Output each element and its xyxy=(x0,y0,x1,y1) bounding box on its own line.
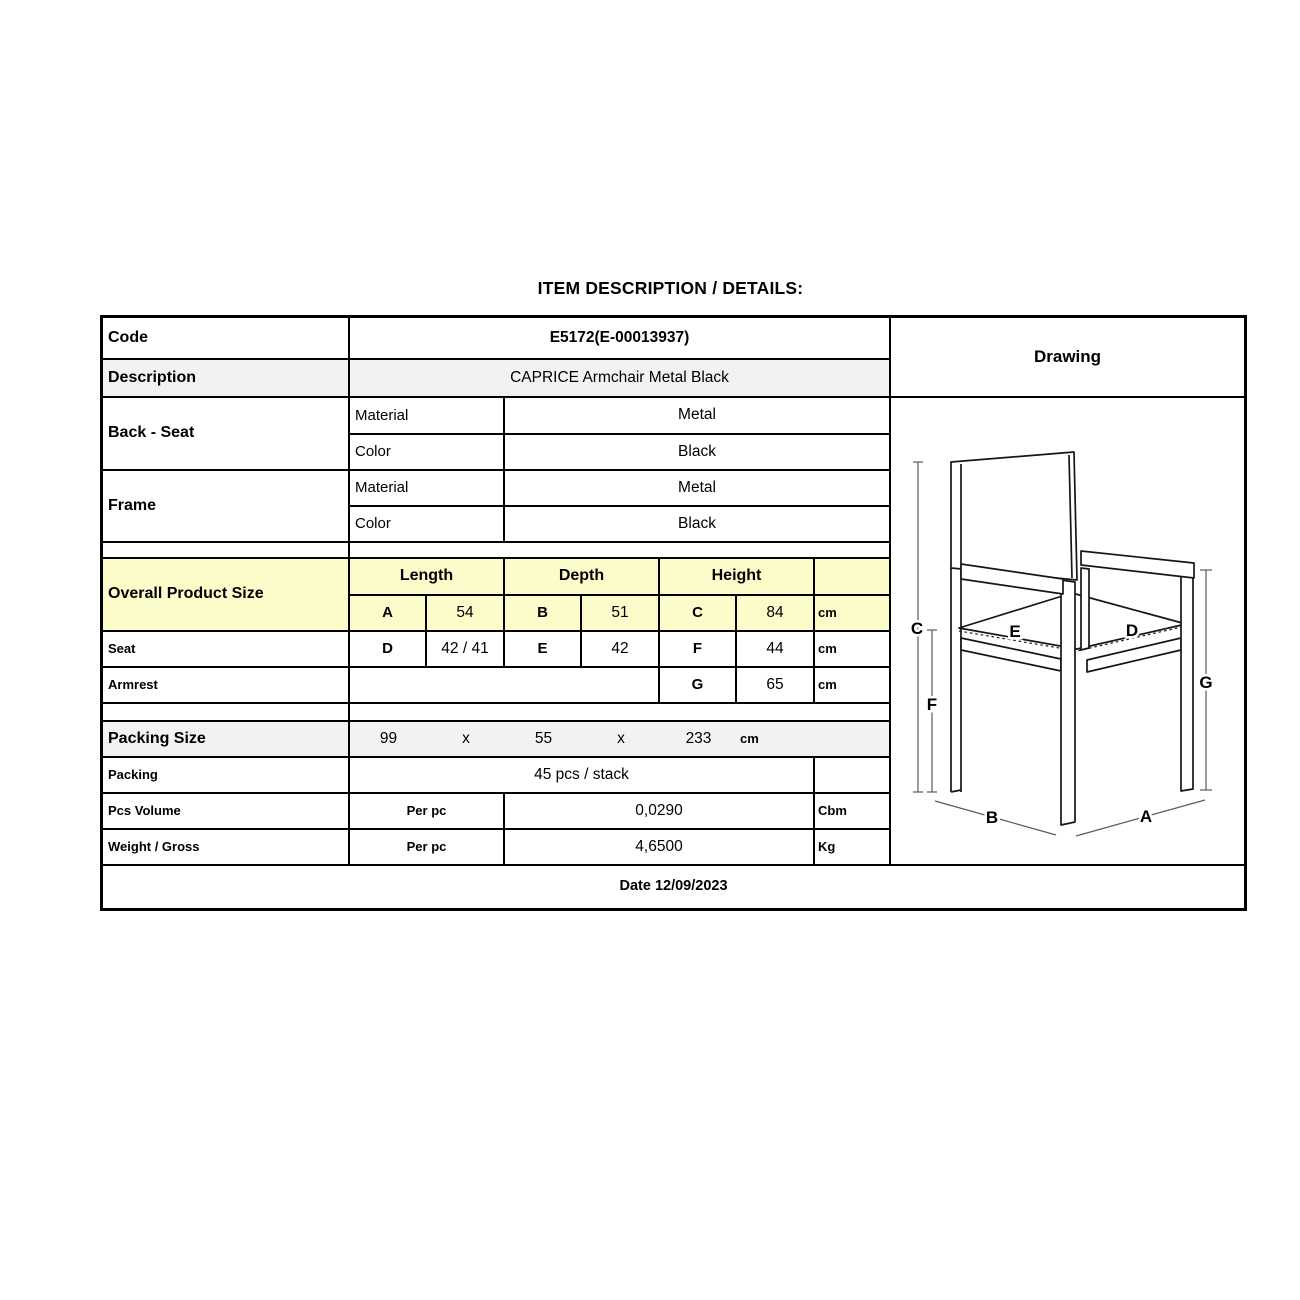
col-header-unit-empty xyxy=(815,559,891,596)
packing-unit-empty xyxy=(815,758,891,794)
back-seat-material-value: Metal xyxy=(505,398,891,435)
packing-value: 45 pcs / stack xyxy=(350,758,815,794)
seat-f-value: 44 xyxy=(737,632,815,668)
armrest-g-value: 65 xyxy=(737,668,815,704)
armrest-g-key: G xyxy=(660,668,737,704)
back-seat-material-label: Material xyxy=(350,398,505,435)
pcs-volume-value: 0,0290 xyxy=(505,794,815,830)
weight-gross-unit: Kg xyxy=(815,830,891,866)
seat-e-key: E xyxy=(505,632,582,668)
frame-color-value: Black xyxy=(505,507,891,543)
overall-a-value: 54 xyxy=(427,596,505,632)
seat-unit: cm xyxy=(815,632,891,668)
seat-e-value: 42 xyxy=(582,632,660,668)
date-row: Date 12/09/2023 xyxy=(619,878,728,895)
overall-b-key: B xyxy=(505,596,582,632)
dim-label-g: G xyxy=(1199,673,1213,692)
overall-c-key: C xyxy=(660,596,737,632)
back-seat-color-label: Color xyxy=(350,435,505,471)
frame-material-label: Material xyxy=(350,471,505,507)
frame-color-label: Color xyxy=(350,507,505,543)
seat-label: Seat xyxy=(103,632,350,668)
description-label: Description xyxy=(103,360,350,398)
code-label: Code xyxy=(103,318,350,360)
col-header-height: Height xyxy=(660,559,815,596)
frame-material-value: Metal xyxy=(505,471,891,507)
weight-gross-label: Weight / Gross xyxy=(103,830,350,866)
dim-label-e: E xyxy=(1009,622,1021,641)
drawing-header: Drawing xyxy=(891,318,1244,398)
spacer-row xyxy=(350,543,891,559)
overall-b-value: 51 xyxy=(582,596,660,632)
code-value: E5172(E-00013937) xyxy=(350,318,891,360)
frame-label: Frame xyxy=(103,471,350,543)
seat-f-key: F xyxy=(660,632,737,668)
overall-size-label: Overall Product Size xyxy=(103,559,350,632)
overall-c-value: 84 xyxy=(737,596,815,632)
seat-d-value: 42 / 41 xyxy=(427,632,505,668)
armrest-unit: cm xyxy=(815,668,891,704)
dim-label-a: A xyxy=(1139,807,1153,826)
packing-size-width: 55 xyxy=(534,729,553,747)
back-seat-color-value: Black xyxy=(505,435,891,471)
back-seat-label: Back - Seat xyxy=(103,398,350,471)
drawing-area xyxy=(891,398,1244,866)
seat-d-key: D xyxy=(350,632,427,668)
col-header-depth: Depth xyxy=(505,559,660,596)
weight-gross-value: 4,6500 xyxy=(505,830,815,866)
overall-unit: cm xyxy=(815,596,891,632)
col-header-length: Length xyxy=(350,559,505,596)
dim-label-b: B xyxy=(985,808,999,827)
packing-size-height: 233 xyxy=(685,729,712,747)
packing-size-sep1: x xyxy=(462,729,470,747)
weight-gross-per: Per pc xyxy=(350,830,505,866)
packing-size-length: 99 xyxy=(379,729,398,747)
description-value: CAPRICE Armchair Metal Black xyxy=(350,360,891,398)
spacer-row2 xyxy=(350,704,891,722)
dim-label-c: C xyxy=(910,619,924,638)
spacer-row2-left xyxy=(103,704,350,722)
armrest-empty xyxy=(350,668,660,704)
chair-drawing xyxy=(891,398,1244,864)
packing-label: Packing xyxy=(103,758,350,794)
packing-size-sep2: x xyxy=(617,729,625,747)
packing-size-unit: cm xyxy=(740,731,759,747)
packing-size-values xyxy=(350,722,891,758)
overall-a-key: A xyxy=(350,596,427,632)
spec-table xyxy=(100,315,1247,911)
pcs-volume-unit: Cbm xyxy=(815,794,891,830)
pcs-volume-label: Pcs Volume xyxy=(103,794,350,830)
dim-label-d: D xyxy=(1125,621,1139,640)
dim-label-f: F xyxy=(926,695,938,714)
spacer-row-left xyxy=(103,543,350,559)
page-title: ITEM DESCRIPTION / DETAILS: xyxy=(537,278,804,298)
armrest-label: Armrest xyxy=(103,668,350,704)
pcs-volume-per: Per pc xyxy=(350,794,505,830)
packing-size-label: Packing Size xyxy=(103,722,350,758)
